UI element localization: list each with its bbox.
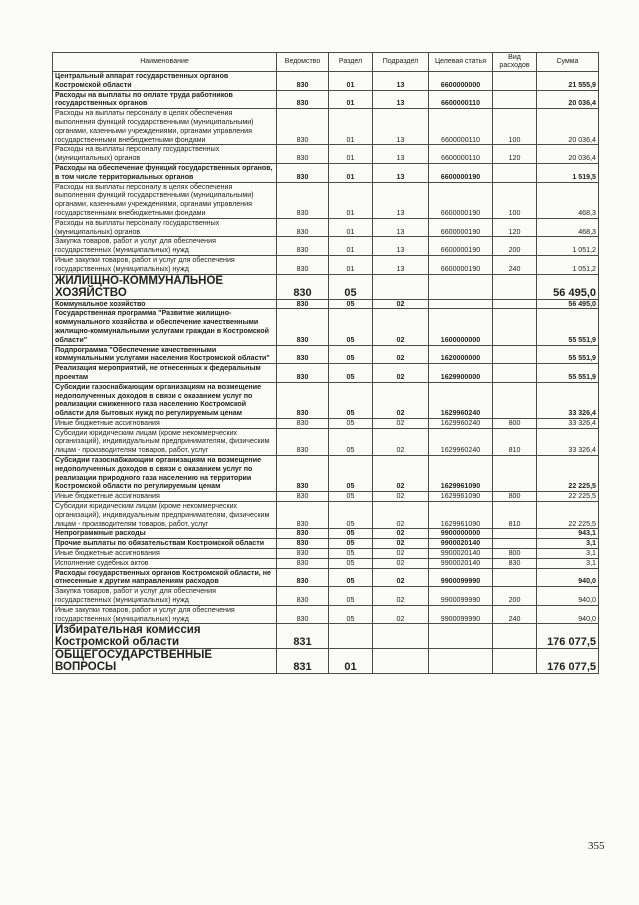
- table-row: [53, 364, 599, 383]
- col-header-name: Наименование: [53, 53, 277, 72]
- cell-exptype: 120: [493, 218, 537, 237]
- cell-target: 9900020140: [429, 539, 493, 549]
- cell-sum: 55 551,9: [537, 345, 599, 364]
- cell-section: 01: [329, 163, 373, 182]
- cell-dept: 830: [277, 456, 329, 492]
- cell-subsection: 02: [373, 558, 429, 568]
- cell-exptype: [493, 364, 537, 383]
- cell-subsection: 13: [373, 145, 429, 164]
- cell-exptype: [493, 649, 537, 674]
- cell-target: 9900020140: [429, 549, 493, 559]
- cell-subsection: 02: [373, 364, 429, 383]
- cell-name: Прочие выплаты по обязательствам Костромской области: [53, 539, 277, 549]
- cell-exptype: [493, 163, 537, 182]
- cell-exptype: 830: [493, 558, 537, 568]
- cell-sum: 468,3: [537, 218, 599, 237]
- cell-dept: 830: [277, 218, 329, 237]
- cell-subsection: 02: [373, 587, 429, 606]
- cell-sum: 20 036,4: [537, 90, 599, 109]
- cell-target: 6600000190: [429, 218, 493, 237]
- table-row: [53, 587, 599, 606]
- cell-subsection: [373, 274, 429, 299]
- table-row: [53, 382, 599, 418]
- cell-name: Закупка товаров, работ и услуг для обеспечения государственных (муниципальных) нужд: [53, 237, 277, 256]
- cell-dept: 830: [277, 255, 329, 274]
- cell-target: 6600000110: [429, 109, 493, 145]
- cell-dept: 830: [277, 145, 329, 164]
- cell-sum: 468,3: [537, 182, 599, 218]
- cell-dept: 830: [277, 299, 329, 309]
- cell-section: 05: [329, 568, 373, 587]
- cell-name: Иные закупки товаров, работ и услуг для обеспечения государственных (муниципальных) нужд: [53, 255, 277, 274]
- cell-target: 9900000000: [429, 529, 493, 539]
- table-row: [53, 558, 599, 568]
- cell-subsection: 02: [373, 345, 429, 364]
- cell-subsection: 02: [373, 492, 429, 502]
- cell-exptype: [493, 529, 537, 539]
- cell-exptype: 240: [493, 255, 537, 274]
- cell-subsection: 02: [373, 529, 429, 539]
- cell-exptype: [493, 624, 537, 649]
- cell-exptype: 120: [493, 145, 537, 164]
- table-row: [53, 163, 599, 182]
- cell-section: [329, 624, 373, 649]
- cell-subsection: 02: [373, 428, 429, 455]
- table-body: [53, 72, 599, 674]
- cell-target: 1629961090: [429, 492, 493, 502]
- cell-dept: 830: [277, 382, 329, 418]
- cell-name: Исполнение судебных актов: [53, 558, 277, 568]
- cell-target: [429, 299, 493, 309]
- table-row: [53, 274, 599, 299]
- cell-section: 05: [329, 492, 373, 502]
- cell-subsection: 13: [373, 109, 429, 145]
- cell-name: Иные закупки товаров, работ и услуг для обеспечения государственных (муниципальных) нужд: [53, 605, 277, 624]
- table-row: [53, 255, 599, 274]
- cell-section: 05: [329, 418, 373, 428]
- cell-subsection: [373, 649, 429, 674]
- table-row: [53, 428, 599, 455]
- cell-exptype: [493, 539, 537, 549]
- cell-name: Расходы на обеспечение функций государственных органов, в том числе территориальных органов: [53, 163, 277, 182]
- cell-name: Реализация мероприятий, не отнесенных к федеральным проектам: [53, 364, 277, 383]
- cell-target: 9900099990: [429, 568, 493, 587]
- cell-dept: 830: [277, 237, 329, 256]
- cell-dept: 830: [277, 587, 329, 606]
- cell-name: Избирательная комиссия Костромской области: [53, 624, 277, 649]
- cell-section: 01: [329, 90, 373, 109]
- cell-target: 6600000000: [429, 72, 493, 91]
- cell-target: [429, 649, 493, 674]
- cell-sum: 33 326,4: [537, 428, 599, 455]
- cell-target: 1629960240: [429, 428, 493, 455]
- cell-dept: 830: [277, 345, 329, 364]
- cell-section: 05: [329, 529, 373, 539]
- cell-section: 01: [329, 109, 373, 145]
- cell-dept: 830: [277, 364, 329, 383]
- table-row: [53, 72, 599, 91]
- cell-target: 1600000000: [429, 309, 493, 345]
- cell-subsection: 13: [373, 218, 429, 237]
- cell-subsection: 13: [373, 72, 429, 91]
- cell-subsection: 02: [373, 309, 429, 345]
- cell-subsection: 13: [373, 163, 429, 182]
- cell-dept: 830: [277, 558, 329, 568]
- cell-dept: 830: [277, 109, 329, 145]
- cell-dept: 830: [277, 492, 329, 502]
- cell-name: Государственная программа "Развитие жилищно-коммунального хозяйства и обеспечение качественными жилищно-коммунальными услугами граждан в Костромской области": [53, 309, 277, 345]
- table-row: [53, 456, 599, 492]
- cell-section: 05: [329, 382, 373, 418]
- cell-dept: 831: [277, 624, 329, 649]
- cell-dept: 831: [277, 649, 329, 674]
- cell-name: Иные бюджетные ассигнования: [53, 418, 277, 428]
- table-row: [53, 237, 599, 256]
- cell-sum: 22 225,5: [537, 492, 599, 502]
- cell-name: Расходы государственных органов Костромской области, не отнесенные к другим направлениям расходов: [53, 568, 277, 587]
- table-row: [53, 418, 599, 428]
- cell-section: 05: [329, 299, 373, 309]
- table-row: [53, 568, 599, 587]
- cell-sum: 1 519,5: [537, 163, 599, 182]
- cell-sum: 176 077,5: [537, 624, 599, 649]
- cell-name: Коммунальное хозяйство: [53, 299, 277, 309]
- cell-exptype: 800: [493, 418, 537, 428]
- cell-name: Субсидии юридическим лицам (кроме некоммерческих организаций), индивидуальным предпринимателям, физическим лицам - производителям товаров, работ, услуг: [53, 502, 277, 529]
- cell-sum: 55 551,9: [537, 364, 599, 383]
- cell-exptype: [493, 90, 537, 109]
- cell-sum: 22 225,5: [537, 502, 599, 529]
- cell-sum: 943,1: [537, 529, 599, 539]
- cell-dept: 830: [277, 274, 329, 299]
- cell-section: 01: [329, 218, 373, 237]
- cell-dept: 830: [277, 568, 329, 587]
- cell-name: ЖИЛИЩНО-КОММУНАЛЬНОЕ ХОЗЯЙСТВО: [53, 274, 277, 299]
- table-row: [53, 309, 599, 345]
- cell-target: [429, 274, 493, 299]
- cell-name: Субсидии газоснабжающим организациям на возмещение недополученных доходов в связи с оказанием услуг по реализации природного газа населению на территории Костромской области по регулируемым ценам: [53, 456, 277, 492]
- cell-sum: 20 036,4: [537, 145, 599, 164]
- cell-section: 05: [329, 309, 373, 345]
- cell-target: 1629961090: [429, 502, 493, 529]
- cell-subsection: 02: [373, 382, 429, 418]
- cell-section: 01: [329, 145, 373, 164]
- cell-name: Закупка товаров, работ и услуг для обеспечения государственных (муниципальных) нужд: [53, 587, 277, 606]
- cell-exptype: 200: [493, 587, 537, 606]
- cell-dept: 830: [277, 163, 329, 182]
- cell-name: Иные бюджетные ассигнования: [53, 549, 277, 559]
- cell-subsection: 02: [373, 568, 429, 587]
- cell-target: 9900099990: [429, 605, 493, 624]
- cell-sum: 56 495,0: [537, 299, 599, 309]
- cell-exptype: [493, 382, 537, 418]
- cell-target: 6600000110: [429, 90, 493, 109]
- cell-target: 1629960240: [429, 382, 493, 418]
- col-header-target: Целевая статья: [429, 53, 493, 72]
- table-row: [53, 492, 599, 502]
- cell-exptype: 800: [493, 549, 537, 559]
- table-row: [53, 529, 599, 539]
- cell-exptype: [493, 456, 537, 492]
- cell-sum: 22 225,5: [537, 456, 599, 492]
- cell-target: 6600000190: [429, 163, 493, 182]
- cell-subsection: 13: [373, 255, 429, 274]
- cell-exptype: [493, 72, 537, 91]
- cell-dept: 830: [277, 605, 329, 624]
- cell-dept: 830: [277, 72, 329, 91]
- cell-subsection: [373, 624, 429, 649]
- cell-subsection: 02: [373, 605, 429, 624]
- cell-sum: 3,1: [537, 558, 599, 568]
- cell-name: Субсидии юридическим лицам (кроме некоммерческих организаций), индивидуальным предпринимателям, физическим лицам - производителям товаров, работ, услуг: [53, 428, 277, 455]
- cell-target: 1620000000: [429, 345, 493, 364]
- cell-subsection: 02: [373, 549, 429, 559]
- table-row: [53, 502, 599, 529]
- cell-subsection: 13: [373, 237, 429, 256]
- page-number: 355: [588, 840, 605, 852]
- cell-subsection: 02: [373, 299, 429, 309]
- cell-exptype: 810: [493, 502, 537, 529]
- table-row: [53, 145, 599, 164]
- cell-name: Иные бюджетные ассигнования: [53, 492, 277, 502]
- cell-exptype: 810: [493, 428, 537, 455]
- col-header-subsection: Подраздел: [373, 53, 429, 72]
- cell-subsection: 13: [373, 90, 429, 109]
- cell-sum: 20 036,4: [537, 109, 599, 145]
- cell-name: Расходы на выплаты персоналу государственных (муниципальных) органов: [53, 218, 277, 237]
- cell-dept: 830: [277, 549, 329, 559]
- cell-dept: 830: [277, 418, 329, 428]
- cell-sum: 21 555,9: [537, 72, 599, 91]
- col-header-exptype: Вид расходов: [493, 53, 537, 72]
- cell-target: 6600000110: [429, 145, 493, 164]
- cell-exptype: 800: [493, 492, 537, 502]
- cell-name: Расходы на выплаты персоналу в целях обеспечения выполнения функций государственными (муниципальными) органами, казенными учреждениями, органами управления государственными внебюджетными фондами: [53, 109, 277, 145]
- cell-section: 05: [329, 587, 373, 606]
- cell-dept: 830: [277, 539, 329, 549]
- table-row: [53, 649, 599, 674]
- table-row: [53, 549, 599, 559]
- cell-name: Расходы на выплаты персоналу в целях обеспечения выполнения функций государственными (муниципальными) органами, казенными учреждениями, органами управления государственными внебюджетными фондами: [53, 182, 277, 218]
- cell-dept: 830: [277, 309, 329, 345]
- cell-sum: 940,0: [537, 568, 599, 587]
- cell-exptype: [493, 568, 537, 587]
- cell-target: 1629961090: [429, 456, 493, 492]
- col-header-dept: Ведомство: [277, 53, 329, 72]
- cell-exptype: [493, 299, 537, 309]
- cell-dept: 830: [277, 182, 329, 218]
- table-row: [53, 605, 599, 624]
- cell-section: 05: [329, 558, 373, 568]
- cell-sum: 176 077,5: [537, 649, 599, 674]
- table-row: [53, 109, 599, 145]
- cell-section: 01: [329, 255, 373, 274]
- cell-subsection: 13: [373, 182, 429, 218]
- cell-name: Расходы на выплаты персоналу государственных (муниципальных) органов: [53, 145, 277, 164]
- cell-target: [429, 624, 493, 649]
- cell-sum: 33 326,4: [537, 382, 599, 418]
- cell-sum: 1 051,2: [537, 237, 599, 256]
- cell-section: 01: [329, 182, 373, 218]
- cell-section: 05: [329, 605, 373, 624]
- cell-sum: 940,0: [537, 605, 599, 624]
- col-header-sum: Сумма: [537, 53, 599, 72]
- table-row: [53, 182, 599, 218]
- cell-section: 01: [329, 237, 373, 256]
- cell-target: 1629900000: [429, 364, 493, 383]
- table-row: [53, 90, 599, 109]
- cell-exptype: [493, 274, 537, 299]
- cell-subsection: 02: [373, 456, 429, 492]
- table-row: [53, 624, 599, 649]
- cell-section: 01: [329, 649, 373, 674]
- cell-name: Центральный аппарат государственных органов Костромской области: [53, 72, 277, 91]
- cell-target: 1629960240: [429, 418, 493, 428]
- cell-name: Непрограммные расходы: [53, 529, 277, 539]
- cell-section: 05: [329, 274, 373, 299]
- col-header-section: Раздел: [329, 53, 373, 72]
- cell-sum: 3,1: [537, 539, 599, 549]
- cell-section: 05: [329, 549, 373, 559]
- cell-exptype: 100: [493, 182, 537, 218]
- cell-dept: 830: [277, 502, 329, 529]
- cell-section: 01: [329, 72, 373, 91]
- cell-dept: 830: [277, 428, 329, 455]
- cell-section: 05: [329, 539, 373, 549]
- cell-subsection: 02: [373, 502, 429, 529]
- cell-target: 6600000190: [429, 237, 493, 256]
- cell-dept: 830: [277, 529, 329, 539]
- table-row: [53, 218, 599, 237]
- cell-name: Подпрограмма "Обеспечение качественными коммунальными услугами населения Костромской области": [53, 345, 277, 364]
- budget-table: [52, 52, 599, 674]
- cell-section: 05: [329, 502, 373, 529]
- cell-name: Расходы на выплаты по оплате труда работников государственных органов: [53, 90, 277, 109]
- cell-target: 6600000190: [429, 255, 493, 274]
- cell-sum: 56 495,0: [537, 274, 599, 299]
- cell-dept: 830: [277, 90, 329, 109]
- cell-sum: 55 551,9: [537, 309, 599, 345]
- cell-name: ОБЩЕГОСУДАРСТВЕННЫЕ ВОПРОСЫ: [53, 649, 277, 674]
- cell-exptype: 100: [493, 109, 537, 145]
- cell-exptype: [493, 309, 537, 345]
- cell-section: 05: [329, 428, 373, 455]
- cell-exptype: [493, 345, 537, 364]
- cell-section: 05: [329, 364, 373, 383]
- cell-subsection: 02: [373, 539, 429, 549]
- table-header-row: [53, 53, 599, 72]
- cell-target: 9900099990: [429, 587, 493, 606]
- cell-sum: 940,0: [537, 587, 599, 606]
- cell-section: 05: [329, 456, 373, 492]
- table-row: [53, 345, 599, 364]
- cell-name: Субсидии газоснабжающим организациям на возмещение недополученных доходов в связи с оказанием услуг по реализации сжиженного газа населению Костромской области для бытовых нужд по регулируемым ценам: [53, 382, 277, 418]
- table-row: [53, 299, 599, 309]
- cell-subsection: 02: [373, 418, 429, 428]
- cell-target: 6600000190: [429, 182, 493, 218]
- cell-sum: 1 051,2: [537, 255, 599, 274]
- cell-section: 05: [329, 345, 373, 364]
- table-row: [53, 539, 599, 549]
- cell-target: 9900020140: [429, 558, 493, 568]
- cell-sum: 3,1: [537, 549, 599, 559]
- cell-sum: 33 326,4: [537, 418, 599, 428]
- cell-exptype: 240: [493, 605, 537, 624]
- cell-exptype: 200: [493, 237, 537, 256]
